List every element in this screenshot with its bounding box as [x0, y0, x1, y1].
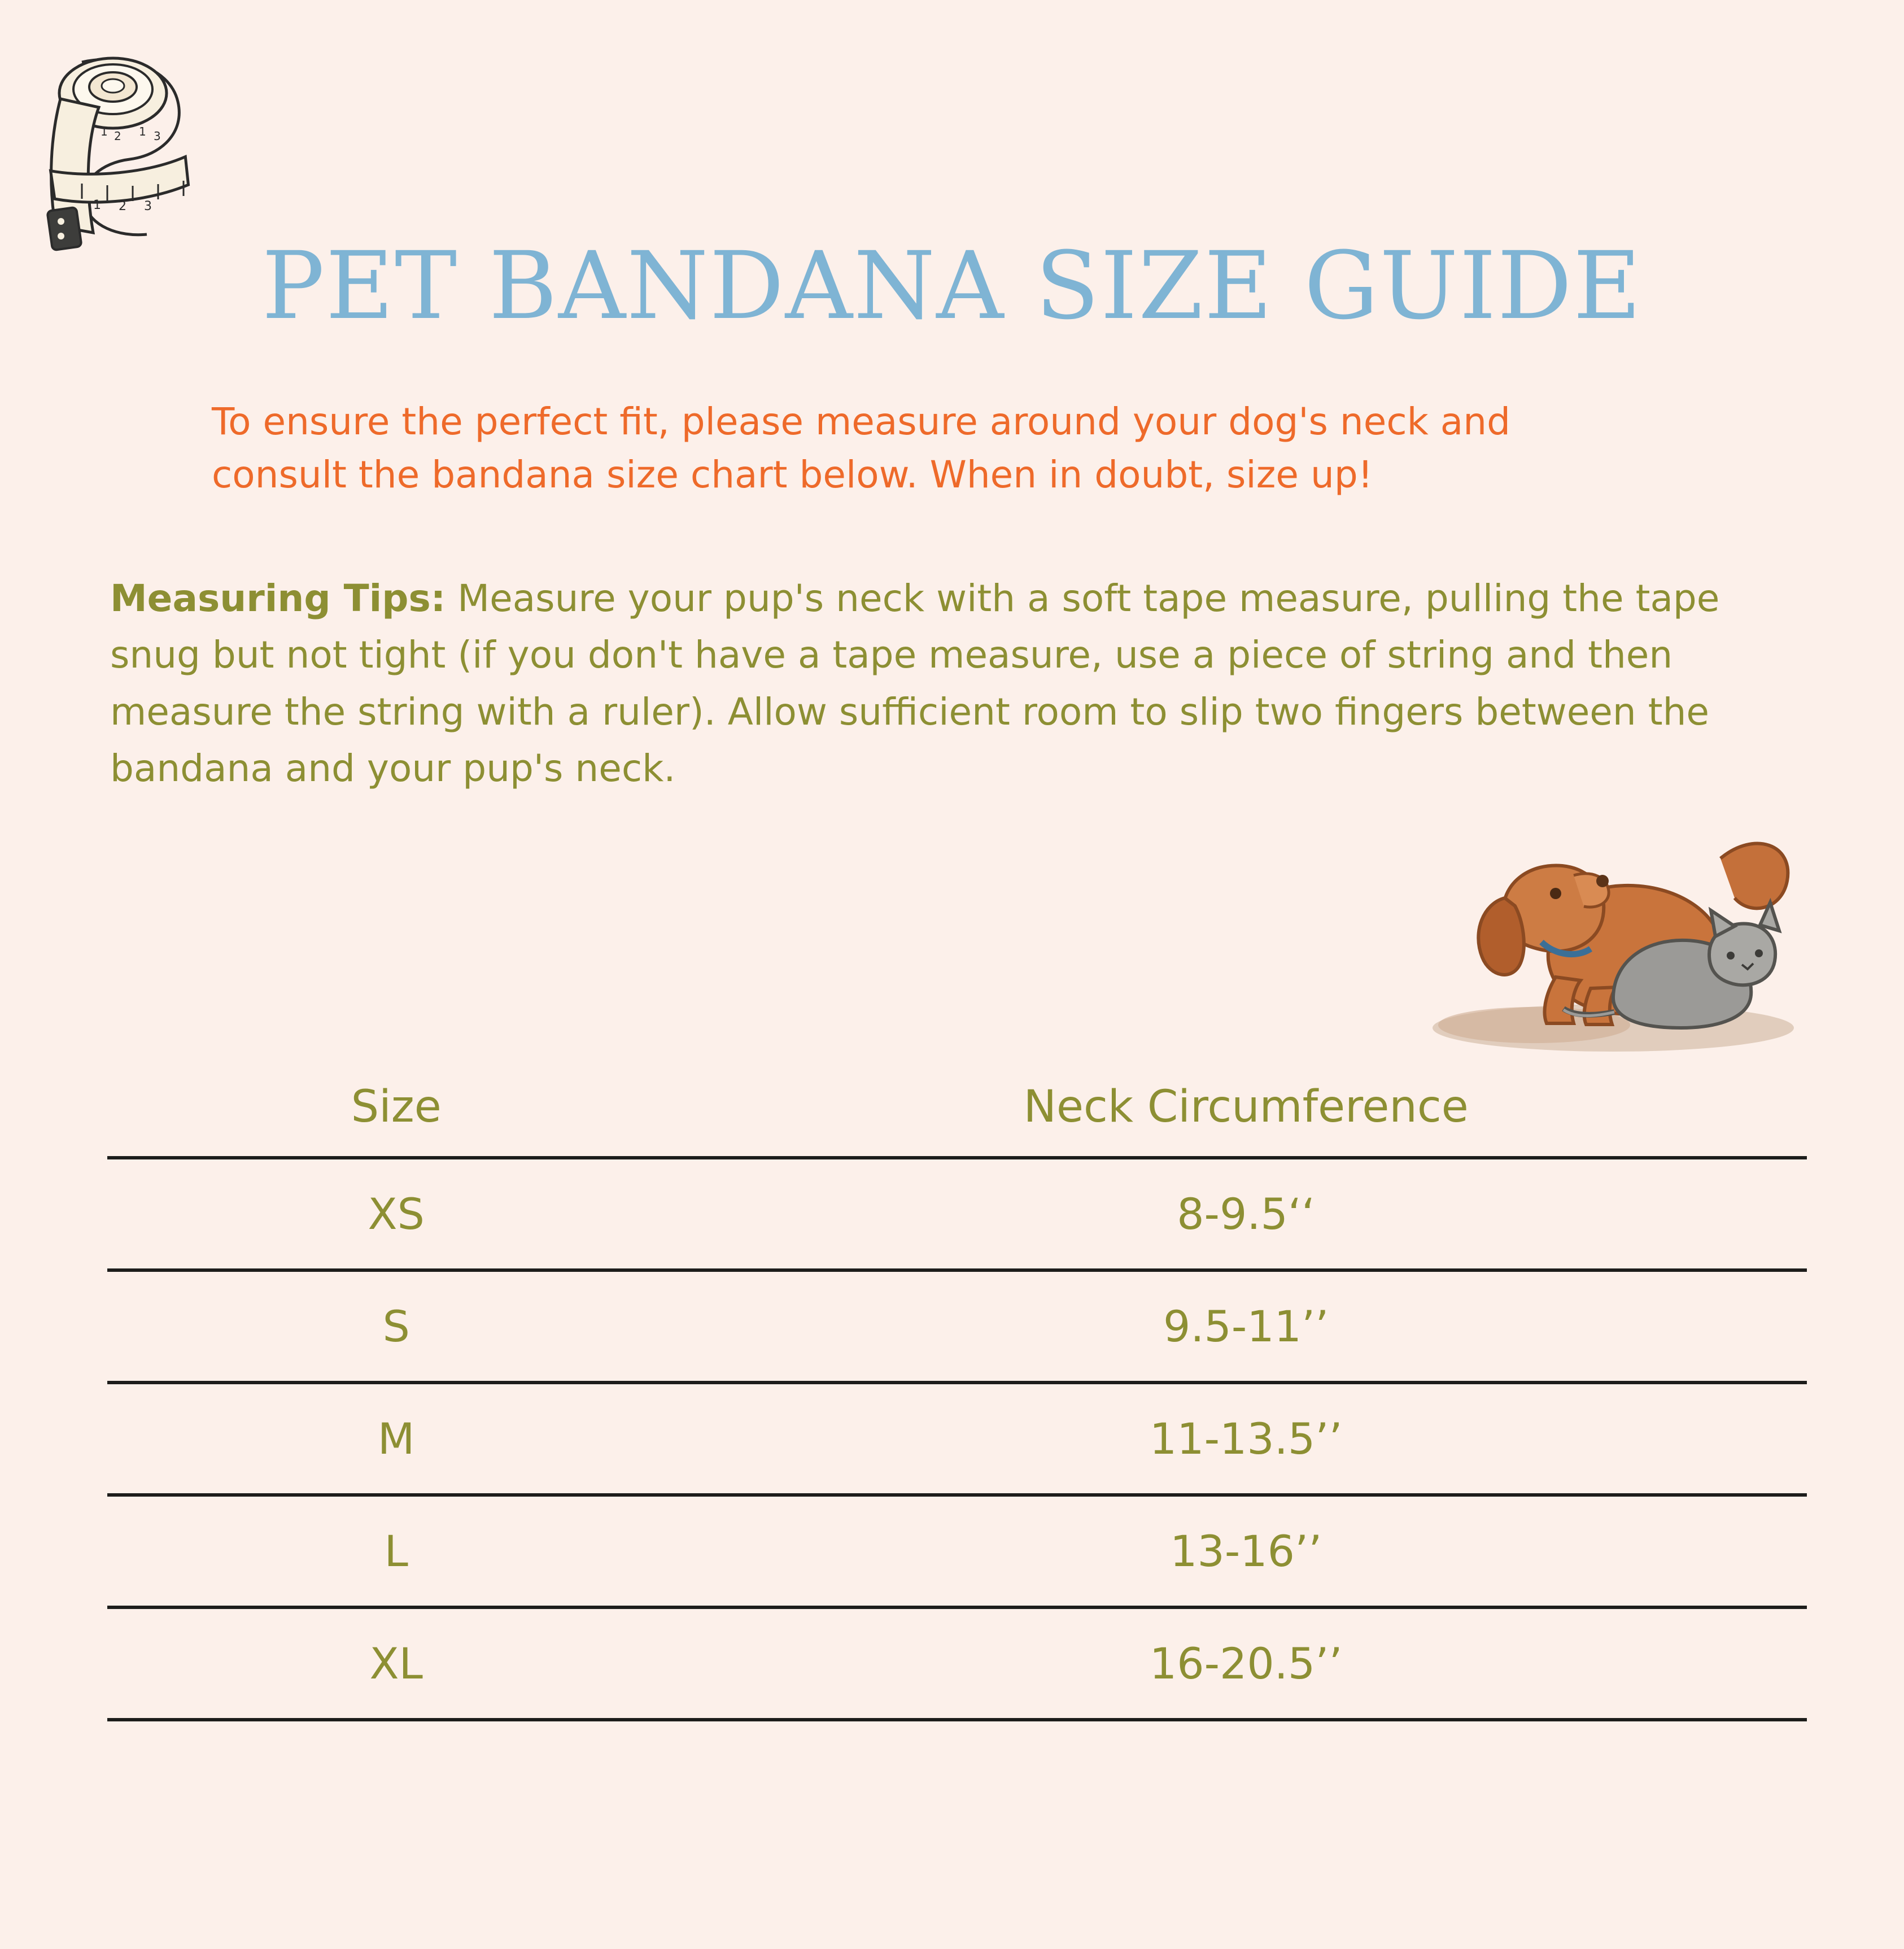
intro-paragraph: To ensure the perfect fit, please measure around your dog's neck and consult the bandana size chart below. When in doubt, size up! [212, 400, 1510, 496]
svg-text:1: 1 [93, 198, 101, 212]
cell-size: S [107, 1270, 685, 1383]
cell-neck: 16-20.5’’ [685, 1607, 1807, 1720]
svg-text:1: 1 [101, 125, 108, 138]
column-header-size: Size [351, 1082, 442, 1132]
table-row [107, 1270, 1807, 1383]
cell-neck: 9.5-11’’ [685, 1270, 1807, 1383]
cell-neck: 13-16’’ [685, 1495, 1807, 1607]
cell-size: L [107, 1495, 685, 1607]
size-chart-table [107, 1076, 1807, 1721]
svg-text:1: 1 [139, 125, 146, 138]
measuring-tips-body: Measure your pup's neck with a soft tape measure, pulling the tape snug but not tight (if you don't have a tape measure, use a piece of string and then measure the string with a ruler). Allow sufficient room to slip two fingers between the bandana and your pup's neck. [110, 577, 1720, 790]
cell-neck: 8-9.5‘‘ [685, 1158, 1807, 1270]
column-header-neck: Neck Circumference [1023, 1082, 1469, 1132]
cell-neck: 11-13.5’’ [685, 1383, 1807, 1495]
cell-size: M [107, 1383, 685, 1495]
table-header-row [107, 1076, 1807, 1158]
svg-text:3: 3 [154, 129, 161, 143]
svg-text:2: 2 [119, 199, 126, 213]
tape-measure-icon [28, 40, 243, 254]
table-row [107, 1607, 1807, 1720]
dog-and-cat-icon [1404, 791, 1811, 1056]
svg-text:2: 2 [114, 129, 121, 143]
table-row [107, 1158, 1807, 1270]
table-row [107, 1495, 1807, 1607]
page-title: PET BANDANA SIZE GUIDE [261, 232, 1643, 340]
cell-size: XS [107, 1158, 685, 1270]
measuring-tips-label: Measuring Tips: [110, 577, 446, 620]
svg-text:3: 3 [144, 199, 152, 213]
table-row [107, 1383, 1807, 1495]
measuring-tips [110, 570, 1804, 797]
cell-size: XL [107, 1607, 685, 1720]
